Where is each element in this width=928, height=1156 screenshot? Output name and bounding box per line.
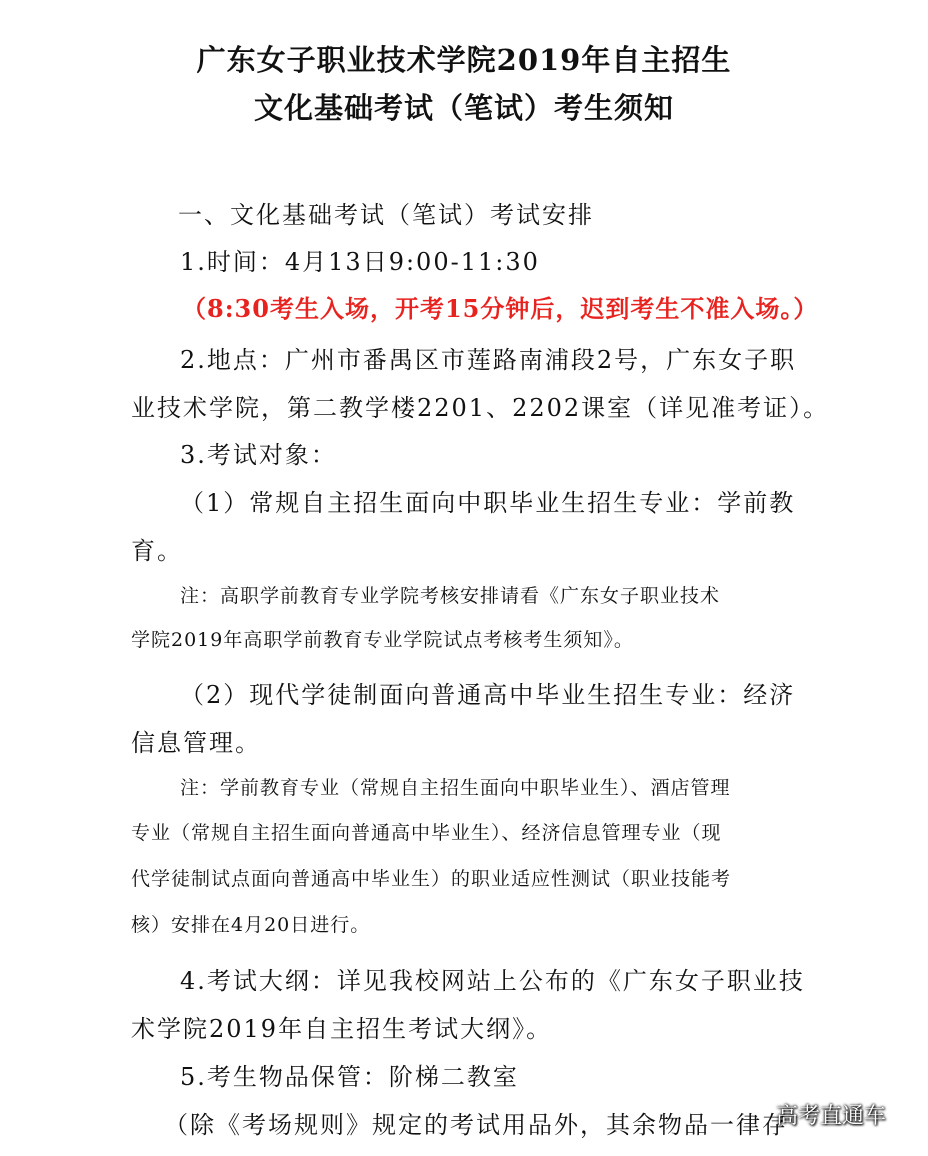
- exam-target2-line2: 信息管理。: [131, 729, 261, 757]
- exam-place-line1: 2.地点：广州市番禺区市莲路南浦段2号，广东女子职: [180, 346, 797, 374]
- exam-target2-line1: （2）现代学徒制面向普通高中毕业生招生专业：经济: [180, 681, 796, 709]
- exam-time-notice: （8:30考生入场，开考15分钟后，迟到考生不准入场。）: [182, 294, 819, 323]
- note2-line1: 注：学前教育专业（常规自主招生面向中职毕业生）、酒店管理: [180, 777, 731, 799]
- exam-place-line2: 业技术学院，第二教学楼2201、2202课室（详见准考证）。: [131, 394, 830, 422]
- storage-note: （除《考场规则》规定的考试用品外，其余物品一律存: [164, 1111, 788, 1139]
- exam-target1-line1: （1）常规自主招生面向中职毕业生招生专业：学前教: [180, 489, 796, 517]
- note2-line2: 专业（常规自主招生面向普通高中毕业生）、经济信息管理专业（现: [131, 822, 722, 844]
- note1-line2: 学院2019年高职学前教育专业学院试点考核考生须知》。: [131, 629, 634, 651]
- exam-time: 1.时间：4月13日9:00-11:30: [180, 248, 540, 276]
- section-heading: 一、文化基础考试（笔试）考试安排: [178, 201, 594, 229]
- document-title-line2: 文化基础考试（笔试）考生须知: [253, 91, 674, 125]
- note2-line4: 核）安排在4月20日进行。: [131, 914, 371, 936]
- note1-line1: 注：高职学前教育专业学院考核安排请看《广东女子职业技术: [180, 585, 721, 607]
- document-title-line1: 广东女子职业技术学院2019年自主招生: [196, 43, 732, 77]
- note2-line3: 代学徒制试点面向普通高中毕业生）的职业适应性测试（职业技能考: [131, 868, 732, 890]
- storage-info: 5.考生物品保管：阶梯二教室: [180, 1063, 519, 1091]
- exam-outline-line2: 术学院2019年自主招生考试大纲》。: [131, 1015, 553, 1043]
- exam-target1-line2: 育。: [131, 537, 183, 565]
- exam-outline-line1: 4.考试大纲：详见我校网站上公布的《广东女子职业技: [180, 967, 805, 995]
- watermark-logo: 高考直通车: [776, 1104, 887, 1129]
- exam-target-heading: 3.考试对象：: [180, 441, 337, 469]
